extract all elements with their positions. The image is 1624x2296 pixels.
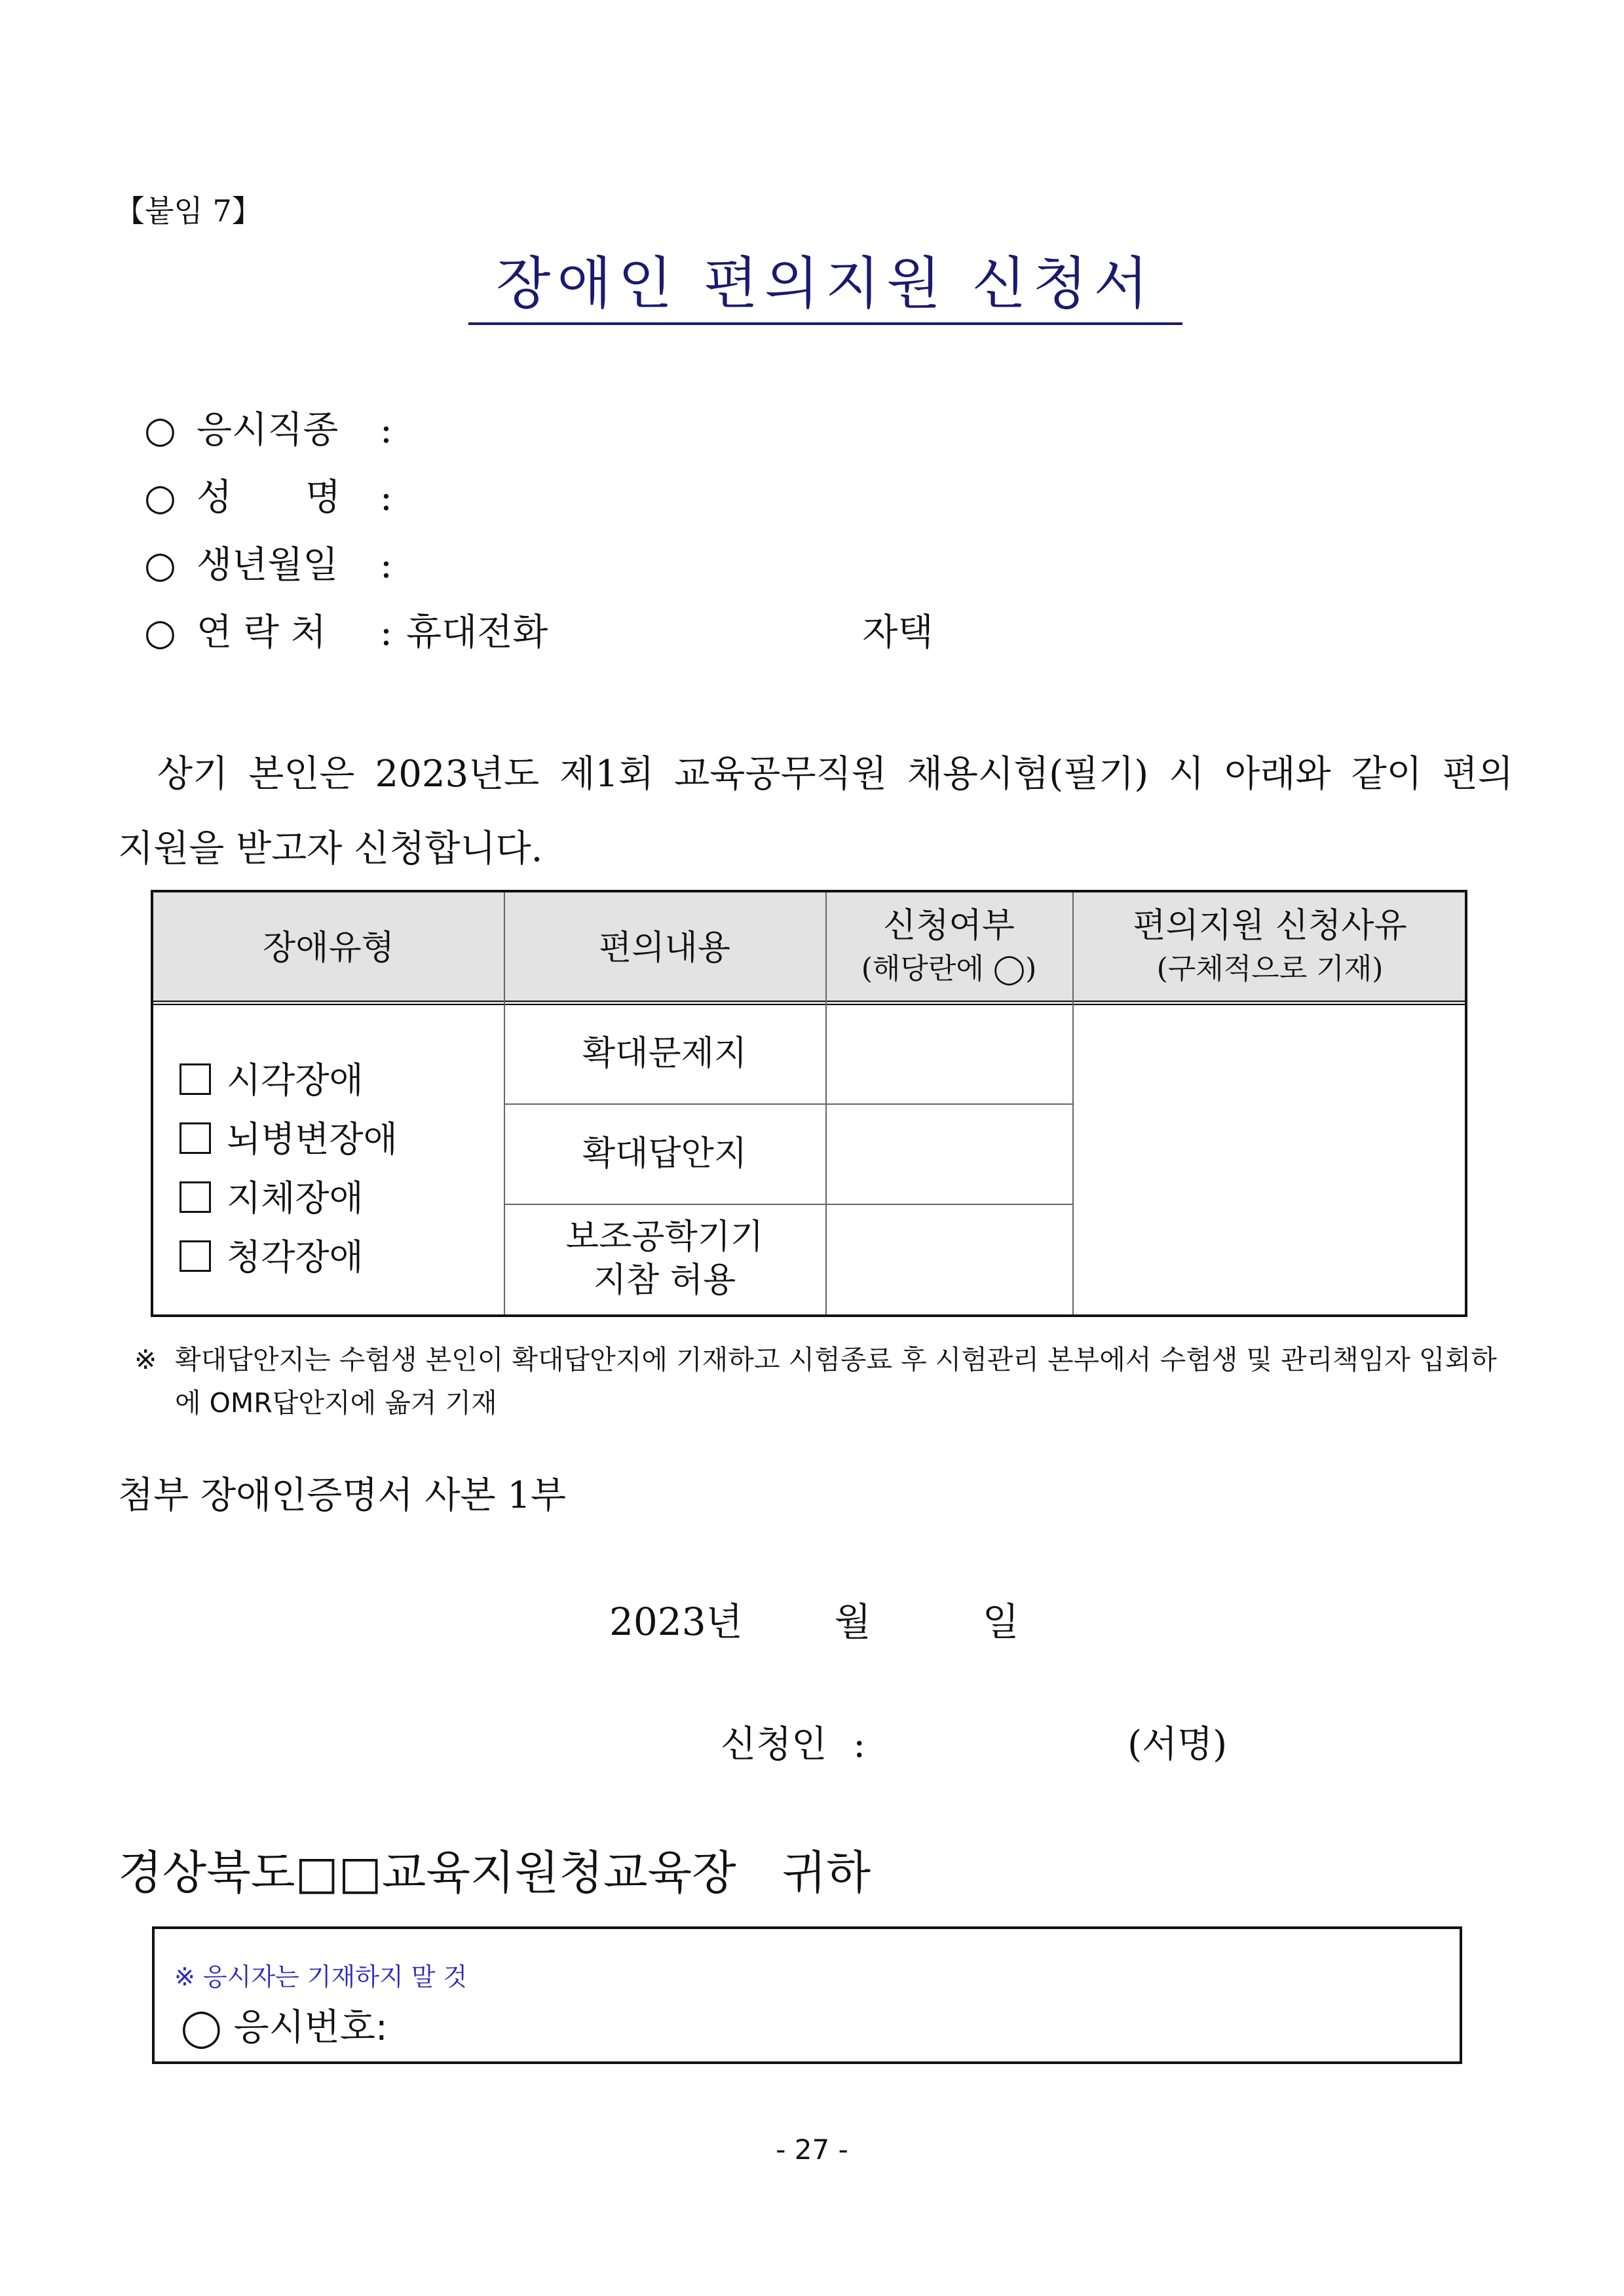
home-label: 자택: [862, 611, 934, 654]
page-number: - 27 -: [776, 2133, 848, 2166]
checkbox-label: 시각장애: [227, 1060, 364, 1101]
date-day: 일: [982, 1599, 1019, 1644]
date-month: 월: [834, 1599, 871, 1644]
office-use-note: ※ 응시자는 기재하지 말 것: [174, 1962, 468, 1991]
field-name: [144, 472, 406, 524]
field-label: 응시직종: [197, 409, 339, 451]
checkbox-visual[interactable]: [179, 1051, 364, 1110]
checkbox-icon[interactable]: [179, 1240, 211, 1272]
field-label: 연 락 처: [197, 611, 326, 654]
checkbox-physical[interactable]: [179, 1169, 364, 1228]
intro-line-1: 상기 본인은 2023년도 제1회 교육공무직원 채용시험(필기) 시 아래와 같이 편의: [157, 753, 1513, 795]
header-apply-sub: (해당란에 ◯): [861, 952, 1037, 985]
attachment-label: 【붙임 7】: [115, 193, 262, 229]
header-apply: [825, 904, 1072, 991]
applicant-line: [721, 1715, 1227, 1768]
header-reason-sub: (구체적으로 기재): [1156, 952, 1384, 985]
bullet-icon: ○: [144, 409, 176, 451]
support-enlarged-question: 확대문제지: [582, 1034, 747, 1073]
note-text: 확대답안지는 수험생 본인이 확대답안지에 기재하고 시험종료 후 시험관리 본부에서 수험생 및 관리책임자 입회하에 OMR답안지에 옮겨 기재: [175, 1344, 1497, 1419]
attachment-line: 첨부 장애인증명서 사본 1부: [118, 1474, 567, 1517]
support-enlarged-answer: 확대답안지: [582, 1134, 747, 1174]
field-label: 성 명: [197, 476, 341, 519]
header-reason-title: 편의지원 신청사유: [1133, 906, 1407, 946]
field-birthdate: [144, 539, 406, 592]
date-line: [609, 1591, 1019, 1646]
header-support-content: 편의내용: [599, 928, 730, 968]
checkbox-icon[interactable]: [179, 1122, 211, 1154]
applicant-colon: :: [853, 1723, 866, 1766]
bullet-icon: ○: [144, 544, 176, 586]
row-divider: [504, 1103, 1072, 1105]
application-table: [151, 890, 1467, 1317]
header-apply-title: 신청여부: [883, 906, 1015, 946]
field-exam-job: [144, 404, 406, 457]
office-use-box: [152, 1926, 1462, 2064]
checkbox-hearing[interactable]: [179, 1228, 364, 1287]
support-assistive-device: [504, 1215, 825, 1302]
header-reason: [1072, 904, 1467, 991]
bullet-icon: ○: [144, 476, 176, 519]
date-year: 2023년: [609, 1599, 743, 1644]
checkbox-label: 뇌병변장애: [227, 1119, 398, 1160]
document-title: 장애인 편의지원 신청서: [468, 248, 1182, 325]
reference-mark-icon: ※: [134, 1344, 157, 1375]
field-colon: :: [380, 409, 392, 451]
checkbox-icon[interactable]: [179, 1181, 211, 1213]
signature-label: (서명): [1127, 1723, 1228, 1766]
row-divider: [504, 1204, 1072, 1205]
bullet-icon: ○: [144, 611, 176, 654]
field-contact: [144, 607, 934, 659]
field-colon: :: [380, 476, 392, 519]
checkbox-icon[interactable]: [179, 1063, 211, 1095]
support-item-line-1: 보조공학기기: [565, 1217, 764, 1257]
header-disability-type: 장애유형: [263, 928, 394, 968]
applicant-label: 신청인: [721, 1723, 827, 1766]
intro-line-2: 지원을 받고자 신청합니다.: [118, 828, 543, 870]
field-colon: :: [380, 611, 392, 654]
field-colon: :: [380, 544, 392, 586]
checkbox-label: 청각장애: [227, 1236, 364, 1278]
exam-number-field: ◯ 응시번호:: [181, 2006, 388, 2049]
intro-paragraph: [118, 737, 1513, 887]
addressee: 경상북도□□교육지원청교육장 귀하: [118, 1846, 871, 1900]
field-label: 생년월일: [197, 544, 339, 586]
table-note: [134, 1338, 1497, 1425]
support-item-line-2: 지참 허용: [593, 1261, 736, 1300]
checkbox-brain-lesion[interactable]: [179, 1110, 398, 1169]
mobile-label: 휴대전화: [406, 611, 548, 654]
checkbox-label: 지체장애: [227, 1177, 364, 1219]
